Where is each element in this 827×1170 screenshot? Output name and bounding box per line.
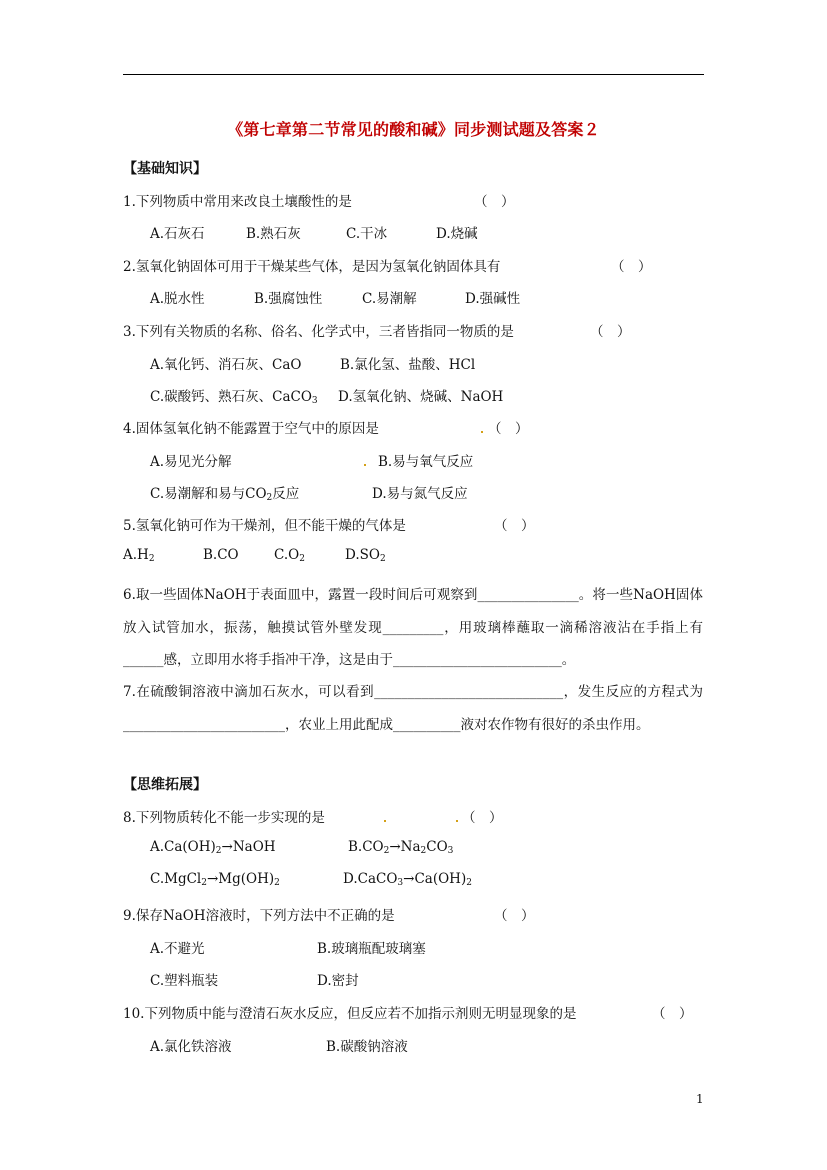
question-1-stem: 1.下列物质中常用来改良土壤酸性的是 — [123, 194, 352, 210]
question-2-stem: 2.氢氧化钠固体可用于干燥某些气体，是因为氢氧化钠固体具有 — [123, 259, 501, 275]
option-b: B.易与氧气反应 — [378, 454, 474, 470]
stray-mark — [364, 464, 366, 466]
option-a: A.脱水性 — [150, 291, 205, 307]
question-9-stem: 9.保存NaOH溶液时，下列方法中不正确的是 — [123, 908, 395, 924]
answer-bracket: （ ） — [611, 259, 652, 275]
option-a: $A.H_2$ — [123, 547, 155, 564]
option-c: $C.MgCl_2\to Mg(OH)_2$ — [150, 871, 280, 888]
option-b: B.氯化氢、盐酸、HCl — [340, 357, 476, 373]
answer-bracket: （ ） — [652, 1006, 693, 1022]
option-d: $D.CaCO_3\to Ca(OH)_2$ — [343, 871, 472, 888]
option-d: $D.SO_2$ — [345, 547, 386, 564]
option-a: A.石灰石 — [150, 226, 205, 242]
question-6-text: 6.取一些固体NaOH于表面皿中，露置一段时间后可观察到_______________。将一些NaOH固体放入试管加水，振荡，触摸试管外壁发现_________，用玻璃棒蘸取一滴稀溶液沾在手指上有______感，立即用水将手指冲干净，这是由于_________________________。 — [123, 587, 703, 668]
question-3-stem: 3.下列有关物质的名称、俗名、化学式中，三者皆指同一物质的是 — [123, 324, 514, 340]
stray-mark — [481, 431, 483, 433]
option-a: A.易见光分解 — [150, 454, 232, 470]
answer-bracket: （ ） — [474, 194, 515, 210]
page-title: 《第七章第二节常见的酸和碱》同步测试题及答案２ — [227, 120, 600, 139]
section-heading-extend: 【思维拓展】 — [123, 777, 207, 793]
stray-mark — [456, 820, 458, 822]
option-d: D.强碱性 — [465, 291, 521, 307]
option-b: B.碳酸钠溶液 — [326, 1039, 408, 1055]
option-d: D.氢氧化钠、烧碱、NaOH — [338, 389, 504, 405]
answer-bracket: （ ） — [494, 518, 535, 534]
option-b: B.玻璃瓶配玻璃塞 — [317, 941, 426, 957]
option-d: D.密封 — [317, 973, 359, 989]
answer-bracket: （ ） — [462, 810, 503, 826]
option-a: $A.Ca(OH)_2\to NaOH$ — [150, 839, 276, 856]
option-d: D.烧碱 — [436, 226, 478, 242]
option-a: A.氧化钙、消石灰、CaO — [150, 357, 302, 373]
section-heading-basic: 【基础知识】 — [123, 161, 207, 177]
option-b: B.熟石灰 — [246, 226, 301, 242]
answer-bracket: （ ） — [488, 421, 529, 437]
option-a: A.氯化铁溶液 — [150, 1039, 232, 1055]
header-rule — [123, 74, 704, 75]
option-c: C.易潮解和易与$CO_2$反应 — [150, 486, 300, 503]
option-c: $C.O_2$ — [274, 547, 305, 564]
option-c: C.干冰 — [346, 226, 388, 242]
answer-bracket: （ ） — [494, 908, 535, 924]
page-number: 1 — [696, 1092, 704, 1106]
question-10-stem: 10.下列物质中能与澄清石灰水反应，但反应若不加指示剂则无明显现象的是 — [123, 1006, 577, 1022]
option-b: $B.CO_2\to Na_2CO_3$ — [348, 839, 454, 856]
option-c: C.塑料瓶装 — [150, 973, 219, 989]
question-7-text: 7.在硫酸铜溶液中滴加石灰水，可以看到____________________________，发生反应的方程式为________________________，农业上用此配成__________液对农作物有很好的杀虫作用。 — [123, 684, 703, 733]
option-c: C.碳酸钙、熟石灰、CaCO$_3$ — [150, 389, 318, 406]
question-4-stem: 4.固体氢氧化钠不能露置于空气中的原因是 — [123, 421, 379, 437]
option-d: D.易与氮气反应 — [372, 486, 468, 502]
stray-mark — [384, 820, 386, 822]
question-8-stem: 8.下列物质转化不能一步实现的是 — [123, 810, 325, 826]
option-b: B.强腐蚀性 — [254, 291, 323, 307]
option-a: A.不避光 — [150, 941, 205, 957]
answer-bracket: （ ） — [590, 324, 631, 340]
question-5-stem: 5.氢氧化钠可作为干燥剂，但不能干燥的气体是 — [123, 518, 406, 534]
option-b: B.CO — [203, 547, 239, 563]
option-c: C.易潮解 — [362, 291, 417, 307]
